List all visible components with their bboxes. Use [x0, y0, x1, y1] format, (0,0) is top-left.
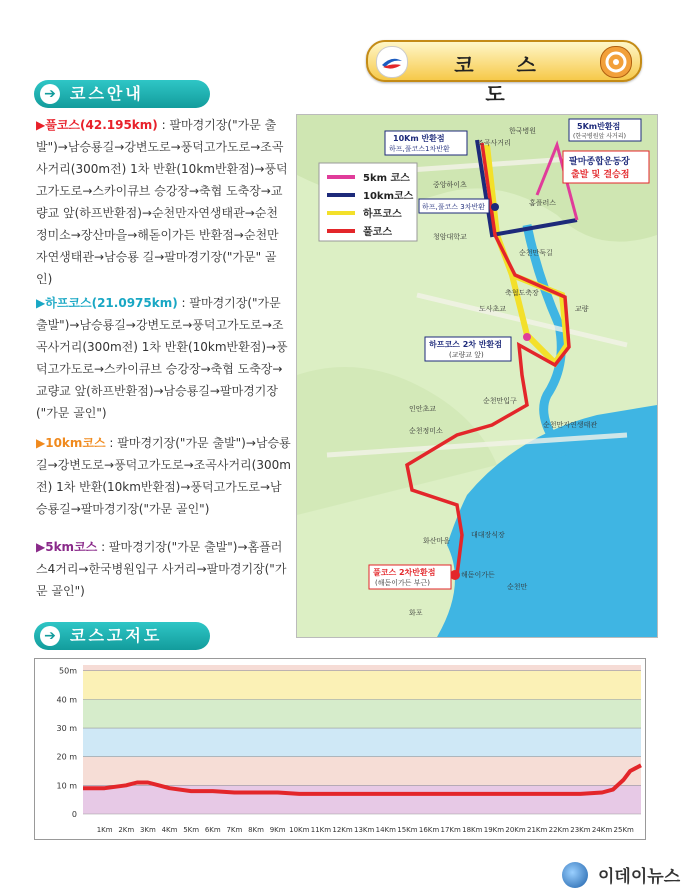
- place-label: 교량: [575, 305, 589, 313]
- x-tick-label: 16Km: [418, 826, 440, 834]
- y-tick-label: 0: [71, 810, 77, 819]
- brand-globe-icon: [562, 862, 588, 888]
- elevation-band: [83, 785, 641, 814]
- place-label: 순천만: [507, 583, 528, 591]
- arrow-right-icon: ➔: [40, 626, 60, 646]
- x-tick-label: 8Km: [248, 826, 264, 834]
- brand-name: 이데이뉴스: [598, 867, 681, 887]
- course-full: [36, 114, 291, 290]
- callout-half2-line2: (교량교 앞): [449, 351, 484, 359]
- x-tick-label: 13Km: [353, 826, 375, 834]
- place-label: 한국병원: [509, 127, 537, 135]
- x-tick-label: 15Km: [397, 826, 418, 834]
- course-half: [36, 292, 291, 424]
- course-5k: [36, 536, 291, 602]
- course-10k-name: ▶10km코스: [36, 436, 106, 450]
- callout-10k-line2: 하프,풀코스1차반환: [389, 145, 450, 153]
- x-tick-label: 7Km: [226, 826, 243, 834]
- arrow-right-icon: ➔: [40, 84, 60, 104]
- place-label: 화산마을: [423, 537, 451, 545]
- x-tick-label: 25Km: [613, 826, 634, 834]
- course-10k-route: : 팔마경기장("가문 출발")→남승룡길→강변도로→풍덕고가도로→조곡사거리(300m전) 1차 반환(10km반환점)→풍덕고가도로→남승룡길→팔마경기장("가문 골인"): [36, 436, 291, 516]
- y-tick-label: 10 m: [56, 781, 77, 791]
- course-5k-route: : 팔마경기장("가문 출발")→홈플러스4거리→한국병원입구 사거리→팔마경기장("가문 골인"): [36, 540, 287, 598]
- callout-5k-line2: (한국병원앞 사거리): [573, 133, 626, 140]
- elevation-chart-svg: [35, 659, 645, 839]
- x-tick-label: 12Km: [332, 826, 353, 834]
- x-tick-label: 5Km: [183, 826, 200, 834]
- x-tick-label: 10Km: [289, 826, 310, 834]
- x-tick-label: 11Km: [310, 826, 332, 834]
- callout-half2-line1: 하프코스 2차 반환점: [429, 340, 502, 349]
- x-tick-label: 22Km: [548, 826, 569, 834]
- title-banner: [366, 40, 642, 106]
- legend-label-full: 풀코스: [363, 227, 392, 238]
- place-label: 화포: [409, 609, 423, 617]
- course-full-name: ▶풀코스(42.195km): [36, 118, 158, 132]
- callout-start-line1: 팔마종합운동장: [569, 157, 630, 167]
- place-label: 대대장식장: [471, 531, 505, 539]
- place-label: 순천만둑길: [519, 249, 553, 257]
- x-tick-label: 9Km: [269, 826, 286, 834]
- elevation-band: [83, 728, 641, 757]
- emblem-left-icon: [376, 46, 408, 78]
- course-guide-heading: [34, 80, 210, 108]
- emblem-right-icon: [600, 46, 632, 78]
- page-title: 코 스 도: [454, 53, 554, 106]
- turn-point-marker: [523, 333, 531, 341]
- y-tick-label: 50m: [59, 666, 77, 676]
- place-label: 해돋이가든: [461, 571, 495, 579]
- x-tick-label: 21Km: [527, 826, 548, 834]
- course-map: [296, 114, 658, 638]
- course-5k-name: ▶5km코스: [36, 540, 98, 554]
- elevation-band: [83, 665, 641, 671]
- place-label: 도사초교: [479, 305, 507, 313]
- place-label: 중앙하이츠: [433, 181, 467, 189]
- course-guide-heading-text: 코스안내: [70, 84, 144, 103]
- elevation-band: [83, 699, 641, 728]
- elevation-chart: [34, 658, 646, 840]
- course-half-route: : 팔마경기장("가문출발")→남승룡길→강변도로→풍덕고가도로→조곡사거리(300m전) 1차 반환(10km반환점)→풍덕고가도로→스카이큐브 승강장→축협 도축장→교량교 앞(하프반환점)→남승룡길→팔마경기장("가문 골인"): [36, 296, 288, 420]
- y-tick-label: 20 m: [56, 752, 77, 762]
- place-label: 인안초교: [409, 405, 437, 413]
- callout-half3-text: 하프,풀코스 3차반환: [422, 203, 485, 211]
- course-full-route: : 팔마경기장("가문 출발")→남승룡길→강변도로→풍덕고가도로→조곡사거리(300m전) 1차 반환(10km반환점)→풍덕고가도로→스카이큐브 승강장→축협 도축장→교량교 앞(하프반환점)→순천만자연생태관→순천 정미소→장산마을→해돋이가든 반환점→순천만 자연생태관→남승룡 길→팔마경기장("가문" 골인): [36, 118, 288, 286]
- elevation-band: [83, 671, 641, 700]
- elevation-heading-text: 코스고저도: [70, 626, 163, 645]
- callout-5k-line1: 5Km반환점: [577, 122, 621, 131]
- x-tick-label: 18Km: [462, 826, 483, 834]
- x-tick-label: 20Km: [505, 826, 526, 834]
- place-label: 홈플러스: [529, 199, 557, 207]
- x-tick-label: 4Km: [161, 826, 178, 834]
- place-label: 축협도축장: [505, 289, 539, 297]
- legend-label-10k: 10km코스: [363, 191, 414, 202]
- x-tick-label: 17Km: [440, 826, 461, 834]
- y-tick-label: 40 m: [56, 695, 77, 705]
- course-10k: [36, 432, 291, 520]
- map-svg: [297, 115, 657, 637]
- callout-start-line2: 출발 및 결승점: [571, 170, 630, 180]
- x-tick-label: 23Km: [570, 826, 591, 834]
- turn-point-marker: [491, 203, 499, 211]
- x-tick-label: 3Km: [139, 826, 156, 834]
- callout-10k-line1: 10Km 반환점: [393, 134, 445, 143]
- elevation-band: [83, 757, 641, 786]
- place-label: 청암대학교: [433, 233, 467, 241]
- callout-full2-line1: 풀코스 2차반환점: [373, 568, 436, 577]
- place-label: 순천만입구: [483, 397, 517, 405]
- x-tick-label: 6Km: [204, 826, 221, 834]
- x-tick-label: 19Km: [483, 826, 505, 834]
- x-tick-label: 2Km: [118, 826, 135, 834]
- x-tick-label: 24Km: [591, 826, 613, 834]
- place-label: 순천정미소: [409, 427, 443, 435]
- elevation-heading: [34, 622, 210, 650]
- place-label: 조곡사거리: [477, 139, 511, 147]
- x-tick-label: 1Km: [96, 826, 113, 834]
- legend-label-half: 하프코스: [363, 209, 402, 220]
- x-tick-label: 14Km: [375, 826, 396, 834]
- callout-full2-line2: (해돋이가든 부근): [375, 579, 431, 587]
- y-tick-label: 30 m: [56, 724, 77, 734]
- legend-label-5k: 5km 코스: [363, 173, 410, 184]
- place-label: 순천만자연생태관: [543, 421, 598, 429]
- course-half-name: ▶하프코스(21.0975km): [36, 296, 178, 310]
